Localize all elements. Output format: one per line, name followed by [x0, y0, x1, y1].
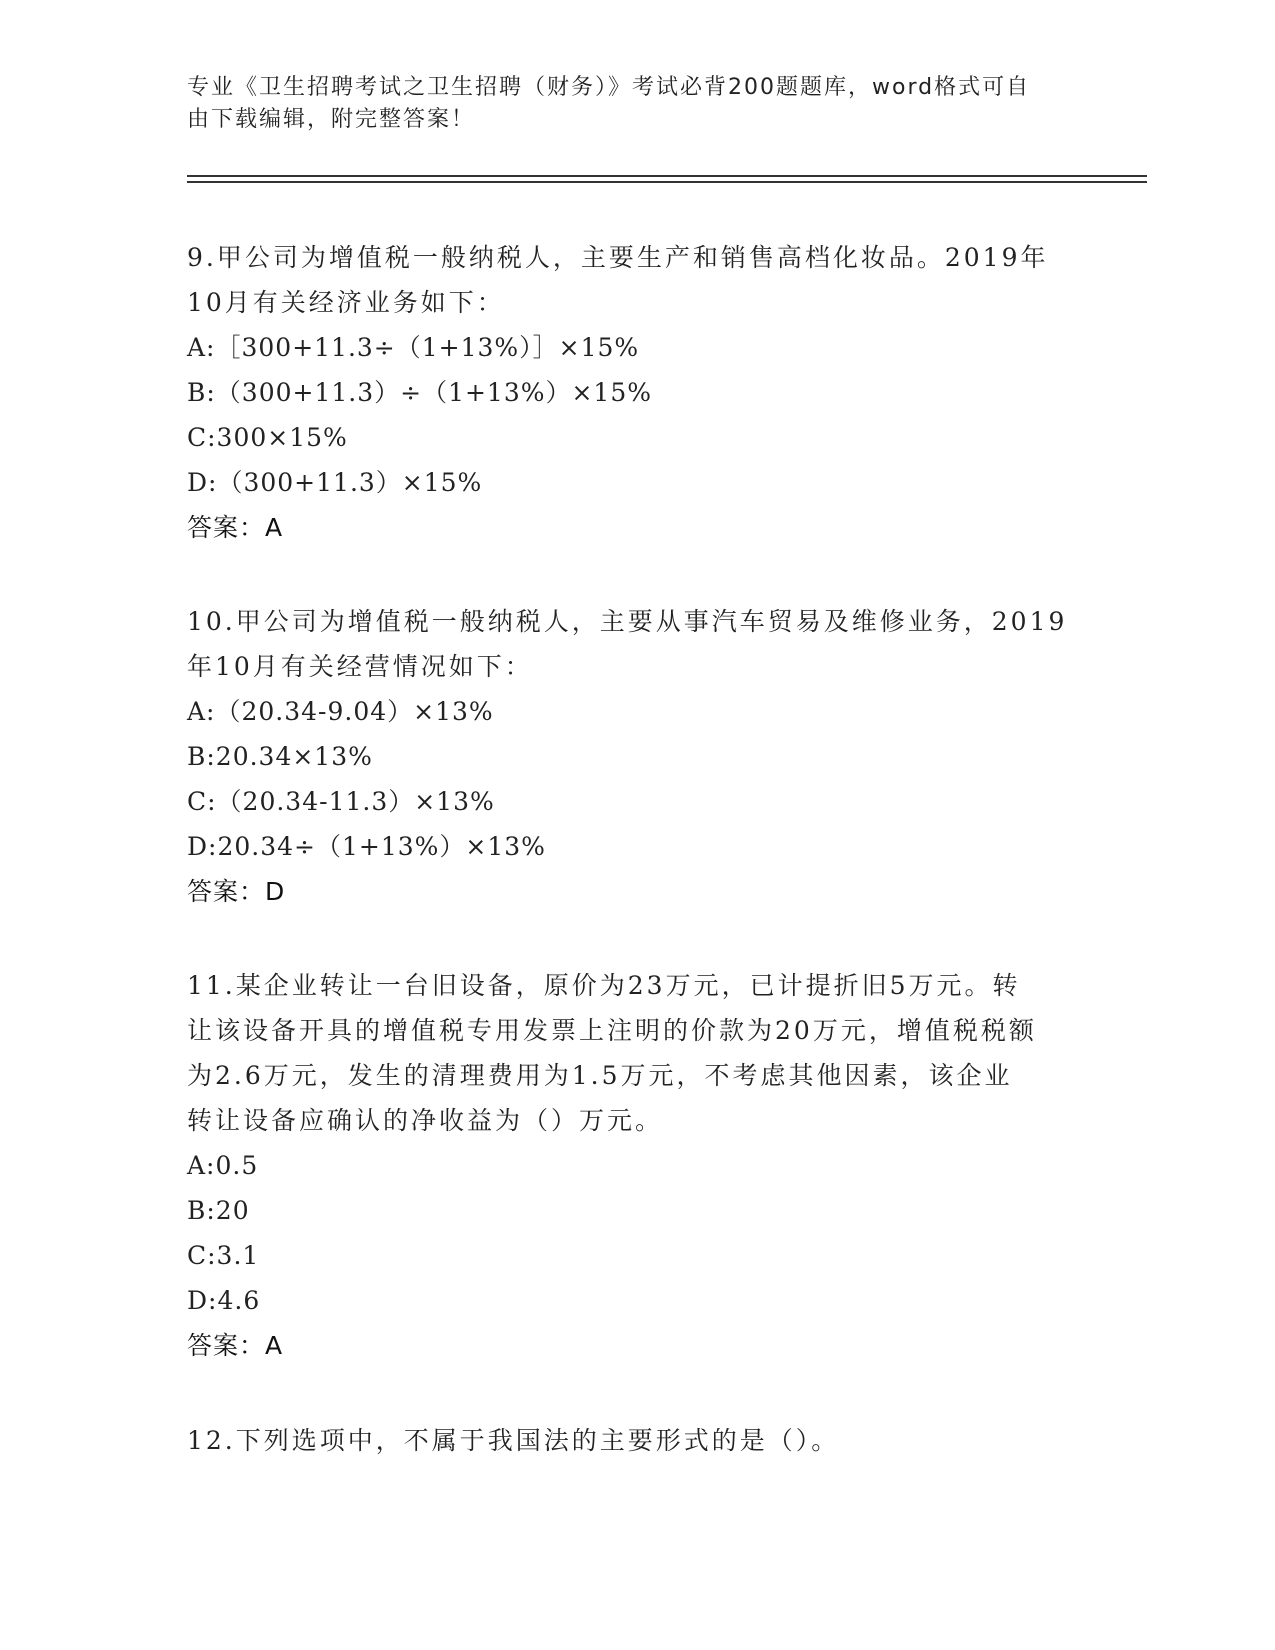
question-stem-line: 为2.6万元，发生的清理费用为1.5万元，不考虑其他因素，该企业 — [187, 1061, 1013, 1090]
answer-label: 答案：A — [187, 1331, 284, 1360]
question-block — [187, 235, 1077, 550]
option-c: C:3.1 — [187, 1241, 260, 1270]
question-block — [187, 963, 1077, 1368]
question-stem-line: 12.下列选项中，不属于我国法的主要形式的是（）。 — [187, 1426, 840, 1455]
header-divider-top — [187, 175, 1147, 177]
question-stem-line: 9.甲公司为增值税一般纳税人，主要生产和销售高档化妆品。2019年 — [187, 243, 1049, 272]
option-c: C:（20.34-11.3）×13% — [187, 787, 495, 816]
answer-label: 答案：D — [187, 877, 286, 906]
document-header — [187, 72, 1077, 136]
question-stem-line: 让该设备开具的增值税专用发票上注明的价款为20万元，增值税税额 — [187, 1016, 1037, 1045]
question-stem-line: 转让设备应确认的净收益为（）万元。 — [187, 1106, 664, 1135]
option-d: D:4.6 — [187, 1286, 261, 1315]
header-divider-bottom — [187, 181, 1147, 183]
option-b: B:（300+11.3）÷（1+13%）×15% — [187, 378, 653, 407]
option-b: B:20 — [187, 1196, 250, 1225]
question-stem-line: 年10月有关经营情况如下： — [187, 652, 533, 681]
header-line-2: 由下载编辑，附完整答案！ — [187, 107, 476, 132]
option-a: A:（20.34-9.04）×13% — [187, 697, 494, 726]
option-c: C:300×15% — [187, 423, 348, 452]
option-d: D:（300+11.3）×15% — [187, 468, 483, 497]
question-stem-line: 10.甲公司为增值税一般纳税人，主要从事汽车贸易及维修业务，2019 — [187, 607, 1068, 636]
question-stem-line: 10月有关经济业务如下： — [187, 288, 505, 317]
question-stem-line: 11.某企业转让一台旧设备，原价为23万元，已计提折旧5万元。转 — [187, 971, 1021, 1000]
option-d: D:20.34÷（1+13%）×13% — [187, 832, 546, 861]
header-line-1: 专业《卫生招聘考试之卫生招聘（财务）》考试必背200题题库，word格式可自 — [187, 75, 1031, 100]
option-a: A:［300+11.3÷（1+13%）］×15% — [187, 333, 640, 362]
option-a: A:0.5 — [187, 1151, 259, 1180]
option-b: B:20.34×13% — [187, 742, 373, 771]
question-block — [187, 599, 1077, 914]
question-block — [187, 1418, 1077, 1463]
answer-label: 答案：A — [187, 513, 284, 542]
